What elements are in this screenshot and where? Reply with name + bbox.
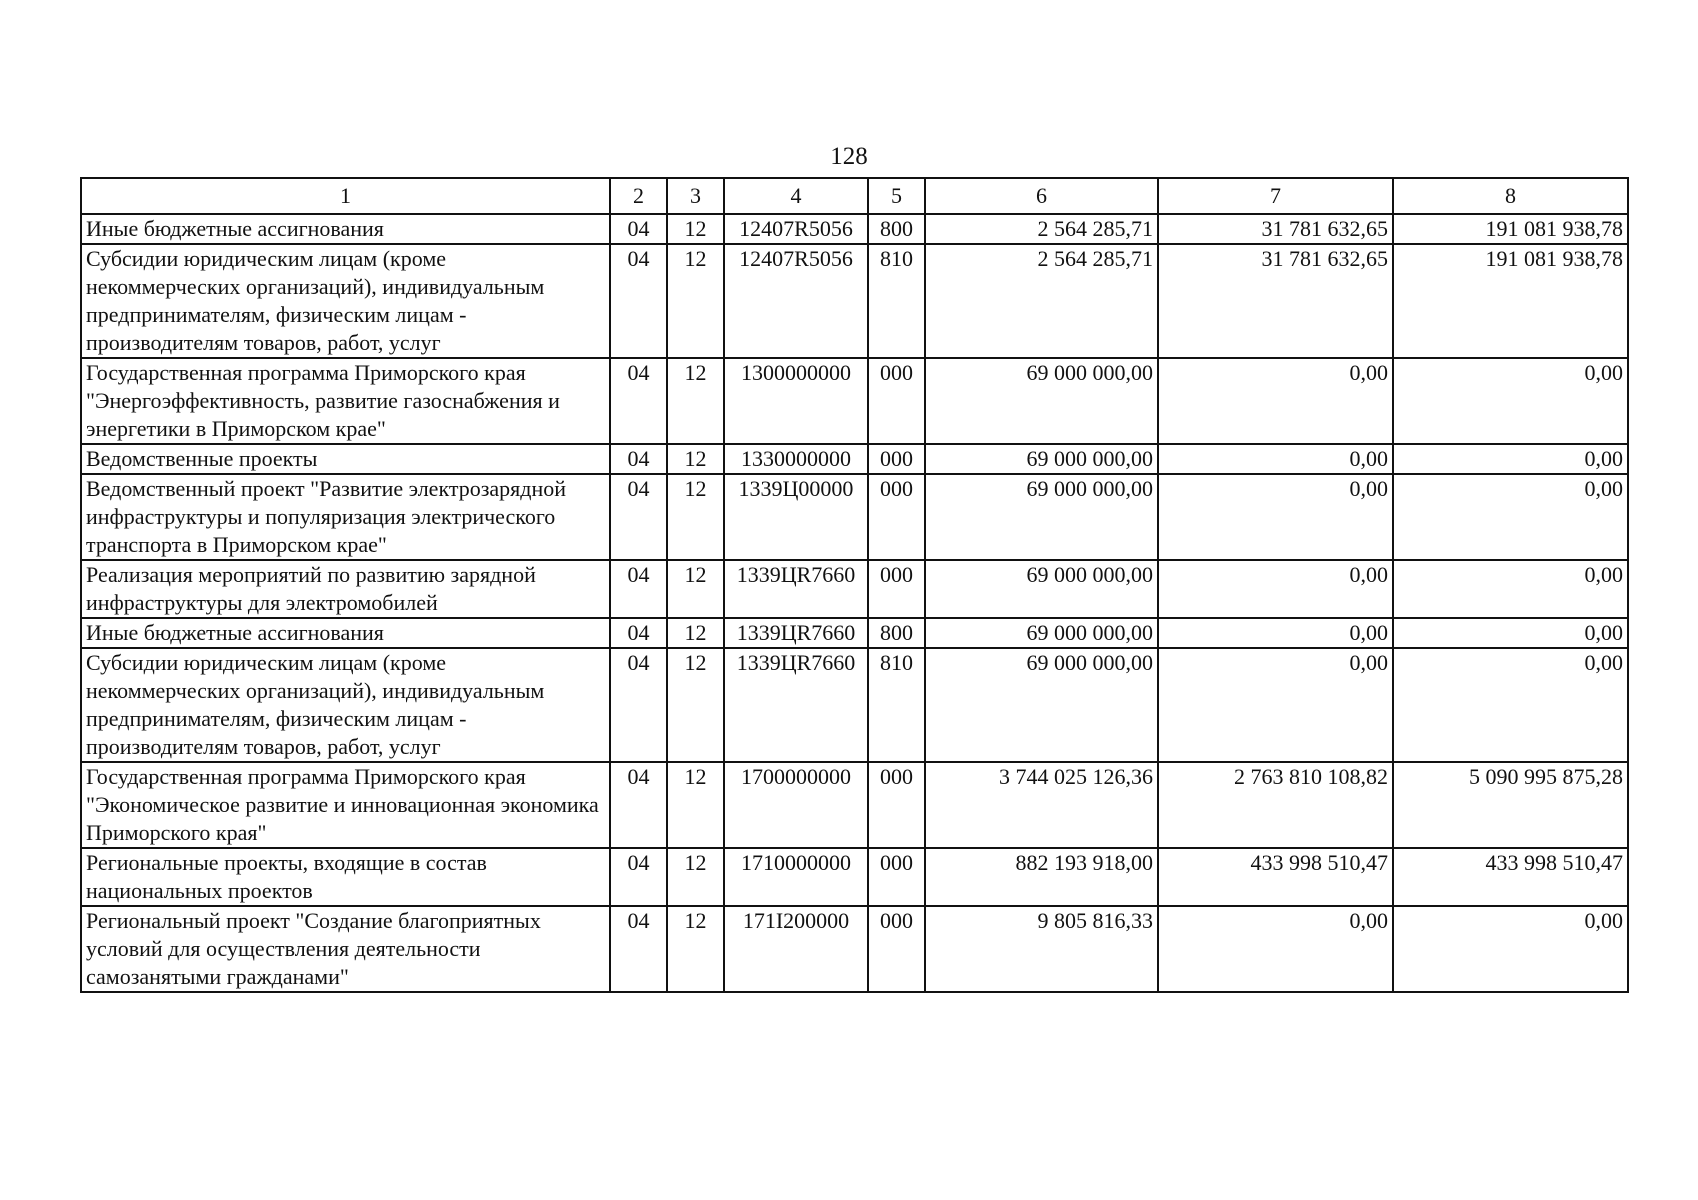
row-target-code: 1700000000 [724, 762, 868, 848]
row-expense-type: 810 [868, 648, 925, 762]
row-amount-col6: 69 000 000,00 [925, 560, 1158, 618]
row-name: Региональный проект "Создание благоприятных условий для осуществления деятельности самозанятыми гражданами" [81, 906, 610, 992]
row-name: Субсидии юридическим лицам (кроме некоммерческих организаций), индивидуальным предпринимателям, физическим лицам - производителям товаров, работ, услуг [81, 648, 610, 762]
row-amount-col7: 0,00 [1158, 358, 1393, 444]
row-subsection-code: 12 [667, 444, 724, 474]
row-amount-col7: 0,00 [1158, 474, 1393, 560]
row-subsection-code: 12 [667, 214, 724, 244]
row-subsection-code: 12 [667, 474, 724, 560]
row-amount-col6: 2 564 285,71 [925, 244, 1158, 358]
row-amount-col8: 0,00 [1393, 560, 1628, 618]
row-target-code: 1339ЦR7660 [724, 618, 868, 648]
header-cell: 1 [81, 178, 610, 214]
table-row [81, 358, 1628, 444]
row-amount-col7: 31 781 632,65 [1158, 244, 1393, 358]
row-subsection-code: 12 [667, 648, 724, 762]
row-section-code: 04 [610, 618, 667, 648]
row-target-code: 1300000000 [724, 358, 868, 444]
row-expense-type: 000 [868, 358, 925, 444]
row-name: Региональные проекты, входящие в состав национальных проектов [81, 848, 610, 906]
row-name: Ведомственный проект "Развитие электрозарядной инфраструктуры и популяризация электрического транспорта в Приморском крае" [81, 474, 610, 560]
row-amount-col8: 0,00 [1393, 474, 1628, 560]
row-amount-col8: 0,00 [1393, 358, 1628, 444]
row-target-code: 171I200000 [724, 906, 868, 992]
row-amount-col6: 69 000 000,00 [925, 474, 1158, 560]
table-row [81, 474, 1628, 560]
row-amount-col8: 5 090 995 875,28 [1393, 762, 1628, 848]
row-name: Государственная программа Приморского края "Энергоэффективность, развитие газоснабжения и энергетики в Приморском крае" [81, 358, 610, 444]
budget-table [80, 177, 1629, 993]
row-amount-col8: 433 998 510,47 [1393, 848, 1628, 906]
row-subsection-code: 12 [667, 358, 724, 444]
row-expense-type: 000 [868, 906, 925, 992]
row-target-code: 1339ЦR7660 [724, 648, 868, 762]
row-subsection-code: 12 [667, 560, 724, 618]
row-expense-type: 000 [868, 560, 925, 618]
row-name: Иные бюджетные ассигнования [81, 618, 610, 648]
row-subsection-code: 12 [667, 906, 724, 992]
row-amount-col6: 69 000 000,00 [925, 444, 1158, 474]
row-amount-col8: 0,00 [1393, 648, 1628, 762]
row-expense-type: 000 [868, 762, 925, 848]
row-section-code: 04 [610, 244, 667, 358]
row-amount-col7: 2 763 810 108,82 [1158, 762, 1393, 848]
row-amount-col6: 882 193 918,00 [925, 848, 1158, 906]
header-cell: 7 [1158, 178, 1393, 214]
row-section-code: 04 [610, 474, 667, 560]
row-amount-col7: 0,00 [1158, 618, 1393, 648]
row-target-code: 1339Ц00000 [724, 474, 868, 560]
row-section-code: 04 [610, 214, 667, 244]
row-target-code: 1330000000 [724, 444, 868, 474]
row-amount-col7: 0,00 [1158, 648, 1393, 762]
header-cell: 2 [610, 178, 667, 214]
row-name: Ведомственные проекты [81, 444, 610, 474]
header-cell: 6 [925, 178, 1158, 214]
row-subsection-code: 12 [667, 848, 724, 906]
row-amount-col8: 0,00 [1393, 618, 1628, 648]
row-expense-type: 800 [868, 618, 925, 648]
row-amount-col6: 2 564 285,71 [925, 214, 1158, 244]
header-cell: 8 [1393, 178, 1628, 214]
row-expense-type: 800 [868, 214, 925, 244]
table-row [81, 244, 1628, 358]
row-name: Реализация мероприятий по развитию зарядной инфраструктуры для электромобилей [81, 560, 610, 618]
row-section-code: 04 [610, 560, 667, 618]
table-row [81, 444, 1628, 474]
table-row [81, 214, 1628, 244]
table-row [81, 648, 1628, 762]
row-amount-col7: 31 781 632,65 [1158, 214, 1393, 244]
header-cell: 4 [724, 178, 868, 214]
row-target-code: 1710000000 [724, 848, 868, 906]
table-row [81, 560, 1628, 618]
row-amount-col6: 69 000 000,00 [925, 358, 1158, 444]
row-amount-col6: 3 744 025 126,36 [925, 762, 1158, 848]
row-expense-type: 000 [868, 444, 925, 474]
row-name: Государственная программа Приморского края "Экономическое развитие и инновационная экономика Приморского края" [81, 762, 610, 848]
row-target-code: 12407R5056 [724, 214, 868, 244]
row-section-code: 04 [610, 444, 667, 474]
row-section-code: 04 [610, 762, 667, 848]
row-target-code: 1339ЦR7660 [724, 560, 868, 618]
header-row [81, 178, 1628, 214]
row-section-code: 04 [610, 648, 667, 762]
row-section-code: 04 [610, 358, 667, 444]
row-amount-col7: 0,00 [1158, 444, 1393, 474]
row-section-code: 04 [610, 906, 667, 992]
row-section-code: 04 [610, 848, 667, 906]
table-row [81, 848, 1628, 906]
table-row [81, 906, 1628, 992]
table-row [81, 762, 1628, 848]
row-name: Субсидии юридическим лицам (кроме некоммерческих организаций), индивидуальным предпринимателям, физическим лицам - производителям товаров, работ, услуг [81, 244, 610, 358]
page-number: 128 [830, 143, 868, 170]
row-subsection-code: 12 [667, 244, 724, 358]
row-amount-col8: 191 081 938,78 [1393, 214, 1628, 244]
row-amount-col6: 69 000 000,00 [925, 648, 1158, 762]
row-expense-type: 000 [868, 474, 925, 560]
row-name: Иные бюджетные ассигнования [81, 214, 610, 244]
row-amount-col7: 0,00 [1158, 906, 1393, 992]
row-amount-col6: 69 000 000,00 [925, 618, 1158, 648]
row-expense-type: 810 [868, 244, 925, 358]
row-subsection-code: 12 [667, 762, 724, 848]
row-expense-type: 000 [868, 848, 925, 906]
row-amount-col7: 0,00 [1158, 560, 1393, 618]
row-target-code: 12407R5056 [724, 244, 868, 358]
row-amount-col7: 433 998 510,47 [1158, 848, 1393, 906]
header-cell: 3 [667, 178, 724, 214]
row-amount-col6: 9 805 816,33 [925, 906, 1158, 992]
row-amount-col8: 0,00 [1393, 444, 1628, 474]
row-subsection-code: 12 [667, 618, 724, 648]
table-row [81, 618, 1628, 648]
row-amount-col8: 191 081 938,78 [1393, 244, 1628, 358]
row-amount-col8: 0,00 [1393, 906, 1628, 992]
header-cell: 5 [868, 178, 925, 214]
